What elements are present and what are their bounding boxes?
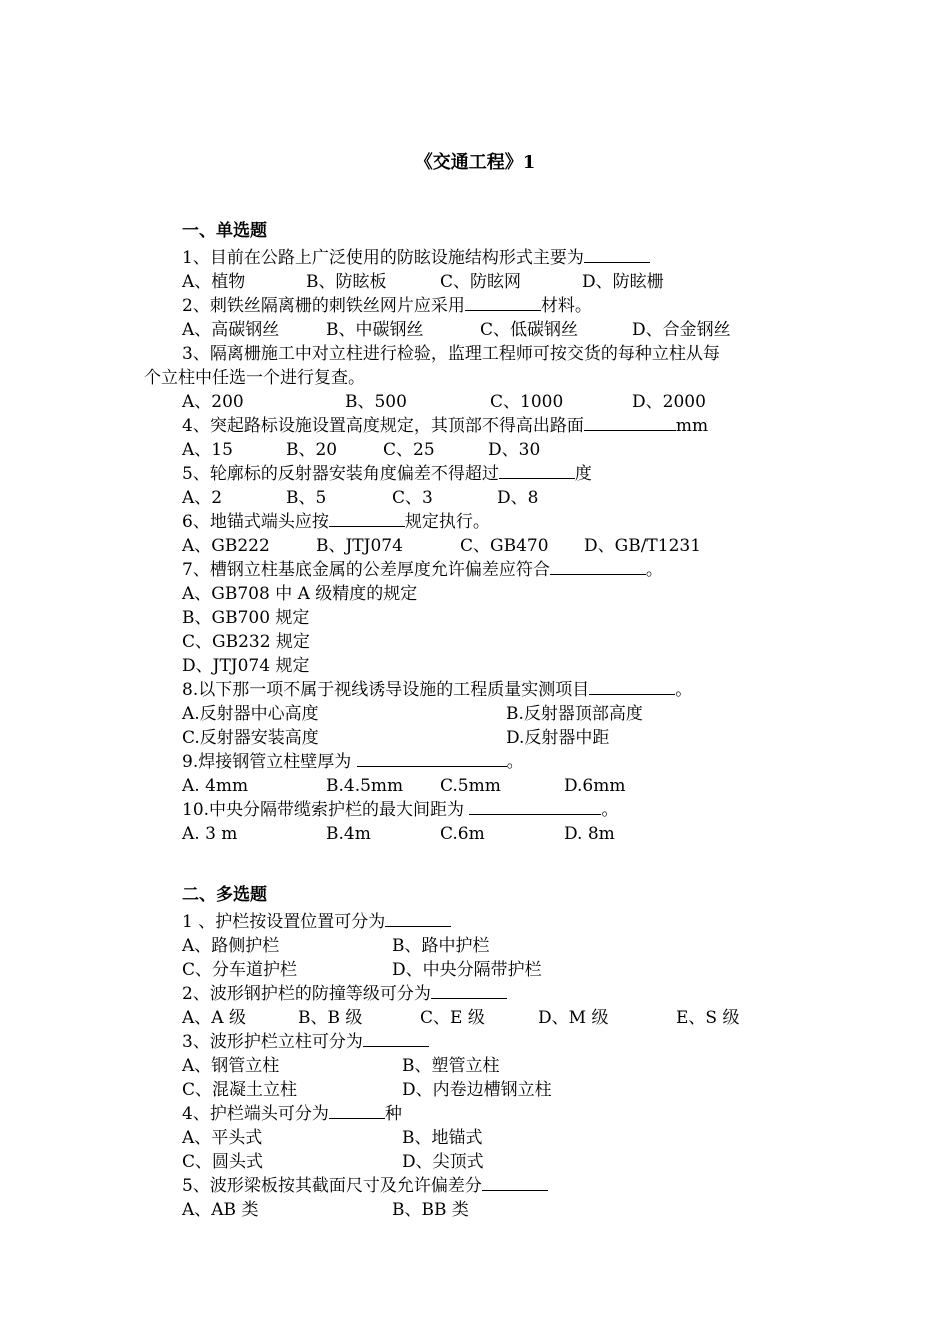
question-text: 个立柱中任选一个进行复查。 <box>144 368 365 388</box>
option-c: C.反射器安装高度 <box>182 728 319 748</box>
option-d: D、中央分隔带护栏 <box>392 960 542 980</box>
question-text: 8.以下那一项不属于视线诱导设施的工程质量实测项目 <box>182 680 590 700</box>
option-c: C、圆头式 <box>182 1152 264 1172</box>
answer-blank <box>499 462 575 479</box>
question-suffix: 度 <box>574 464 592 484</box>
question-text: 4、护栏端头可分为 <box>182 1104 329 1124</box>
option-d: D、GB/T1231 <box>584 536 702 556</box>
question-text: 5、波形梁板按其截面尺寸及允许偏差分 <box>182 1176 482 1196</box>
option-b: B、500 <box>345 392 407 412</box>
question-suffix: 材料。 <box>540 296 592 316</box>
options-row <box>0 1054 950 1078</box>
option-d: D、防眩栅 <box>582 272 664 292</box>
question-5 <box>182 462 592 486</box>
multi-question-2 <box>182 982 507 1006</box>
option-d: D、合金钢丝 <box>632 320 731 340</box>
question-text: 5、轮廓标的反射器安装角度偏差不得超过 <box>182 464 499 484</box>
option-b: B、防眩板 <box>306 272 387 292</box>
question-suffix: 种 <box>384 1104 402 1124</box>
options-row <box>0 486 950 510</box>
question-text: 4、突起路标设施设置高度规定，其顶部不得高出路面 <box>182 416 584 436</box>
option-a: A、高碳钢丝 <box>182 320 280 340</box>
option-c: C.6m <box>440 824 485 844</box>
question-2 <box>182 294 592 318</box>
options-row <box>0 534 950 558</box>
option-c: C、E 级 <box>420 1008 485 1028</box>
question-8 <box>182 678 692 702</box>
option-a: A. 3 m <box>182 824 238 844</box>
answer-blank <box>385 910 451 927</box>
question-text: 7、槽钢立柱基底金属的公差厚度允许偏差应符合 <box>182 560 550 580</box>
option-a: A.反射器中心高度 <box>182 704 319 724</box>
option-a: A. 4mm <box>182 776 249 796</box>
option-d: D、30 <box>488 440 541 460</box>
options-row <box>0 1126 950 1150</box>
page-title: 《交通工程》1 <box>414 152 536 173</box>
answer-blank <box>482 1174 548 1191</box>
options-row <box>0 1006 950 1030</box>
question-text: 2、刺铁丝隔离栅的刺铁丝网片应采用 <box>182 296 465 316</box>
option-c: C、3 <box>392 488 433 508</box>
answer-blank <box>589 678 675 695</box>
answer-blank <box>329 1102 385 1119</box>
question-text: 1 、护栏按设置位置可分为 <box>182 912 386 932</box>
option-d: D.6mm <box>564 776 626 796</box>
option-b: B、20 <box>286 440 338 460</box>
option-a: A、A 级 <box>182 1008 246 1028</box>
question-9 <box>182 750 524 774</box>
option-c: C、低碳钢丝 <box>480 320 579 340</box>
option-a: A、AB 类 <box>182 1200 259 1220</box>
question-3-continued <box>144 366 365 390</box>
options-row <box>0 934 950 958</box>
answer-blank <box>363 1030 429 1047</box>
option-d: D、M 级 <box>538 1008 609 1028</box>
option-b: B、BB 类 <box>392 1200 469 1220</box>
option-e: E、S 级 <box>676 1008 740 1028</box>
option-c: C、GB470 <box>460 536 549 556</box>
answer-blank <box>584 246 650 263</box>
option-c: C、25 <box>383 440 435 460</box>
option-b: B.反射器顶部高度 <box>506 704 643 724</box>
options-row <box>0 726 950 750</box>
option-b: B、5 <box>286 488 327 508</box>
option-d: D、8 <box>497 488 539 508</box>
option-c: C、GB232 规定 <box>182 632 310 652</box>
answer-blank <box>465 294 541 311</box>
answer-blank <box>550 558 646 575</box>
question-suffix: 。 <box>645 560 663 580</box>
option-d: D.反射器中距 <box>506 728 610 748</box>
option-b: B、地锚式 <box>402 1128 483 1148</box>
answer-blank <box>431 982 507 999</box>
option-b: B.4.5mm <box>326 776 404 796</box>
options-row <box>0 438 950 462</box>
option-a: A、200 <box>182 392 244 412</box>
options-row <box>0 1150 950 1174</box>
option-c: C、分车道护栏 <box>182 960 298 980</box>
question-10 <box>182 798 618 822</box>
question-suffix: 规定执行。 <box>404 512 490 532</box>
option-a: A、路侧护栏 <box>182 936 280 956</box>
question-3 <box>182 342 720 366</box>
question-1 <box>182 246 650 270</box>
multi-question-5 <box>182 1174 548 1198</box>
question-suffix: 。 <box>506 752 524 772</box>
option-a: A、15 <box>182 440 233 460</box>
multi-question-3 <box>182 1030 429 1054</box>
option-c: C、1000 <box>490 392 564 412</box>
options-row <box>0 1198 950 1222</box>
question-suffix: 。 <box>601 800 619 820</box>
options-row <box>0 958 950 982</box>
option-b: B.4m <box>326 824 371 844</box>
option-a: A、平头式 <box>182 1128 263 1148</box>
section-heading-multi: 二、多选题 <box>182 885 267 905</box>
option-b: B、中碳钢丝 <box>326 320 424 340</box>
option-b: B、塑管立柱 <box>402 1056 500 1076</box>
option-d: D、内卷边槽钢立柱 <box>402 1080 552 1100</box>
question-text: 1、目前在公路上广泛使用的防眩设施结构形式主要为 <box>182 248 584 268</box>
question-text: 10.中央分隔带缆索护栏的最大间距为 <box>182 800 470 820</box>
options-row <box>0 270 950 294</box>
option-a: A、GB708 中 A 级精度的规定 <box>182 584 418 604</box>
question-suffix: mm <box>675 416 709 436</box>
answer-blank <box>357 750 507 767</box>
option-a: A、GB222 <box>182 536 270 556</box>
options-row <box>0 822 950 846</box>
question-6 <box>182 510 490 534</box>
options-row <box>0 774 950 798</box>
question-text: 3、波形护栏立柱可分为 <box>182 1032 363 1052</box>
multi-question-4 <box>182 1102 402 1126</box>
option-b: B、GB700 规定 <box>182 608 310 628</box>
options-row <box>0 318 950 342</box>
question-7 <box>182 558 663 582</box>
answer-blank <box>469 798 601 815</box>
option-c: C、混凝土立柱 <box>182 1080 298 1100</box>
section-heading-single: 一、单选题 <box>182 221 267 241</box>
option-d: D. 8m <box>564 824 615 844</box>
option-d: D、2000 <box>632 392 706 412</box>
question-text: 9.焊接钢管立柱壁厚为 <box>182 752 357 772</box>
options-row <box>0 1078 950 1102</box>
option-d: D、尖顶式 <box>402 1152 484 1172</box>
option-a: A、植物 <box>182 272 246 292</box>
option-c: C.5mm <box>440 776 501 796</box>
option-d: D、JTJ074 规定 <box>182 656 310 676</box>
answer-blank <box>329 510 405 527</box>
options-row <box>0 390 950 414</box>
question-4 <box>182 414 708 438</box>
question-suffix: 。 <box>675 680 693 700</box>
option-b: B、JTJ074 <box>316 536 403 556</box>
option-a: A、2 <box>182 488 223 508</box>
answer-blank <box>584 414 676 431</box>
option-a: A、钢管立柱 <box>182 1056 280 1076</box>
question-text: 6、地锚式端头应按 <box>182 512 329 532</box>
multi-question-1 <box>182 910 451 934</box>
question-text: 2、波形钢护栏的防撞等级可分为 <box>182 984 431 1004</box>
options-row <box>0 702 950 726</box>
option-c: C、防眩网 <box>440 272 522 292</box>
option-b: B、B 级 <box>298 1008 363 1028</box>
question-text: 3、隔离栅施工中对立柱进行检验，监理工程师可按交货的每种立柱从每 <box>182 344 720 364</box>
option-b: B、路中护栏 <box>392 936 490 956</box>
